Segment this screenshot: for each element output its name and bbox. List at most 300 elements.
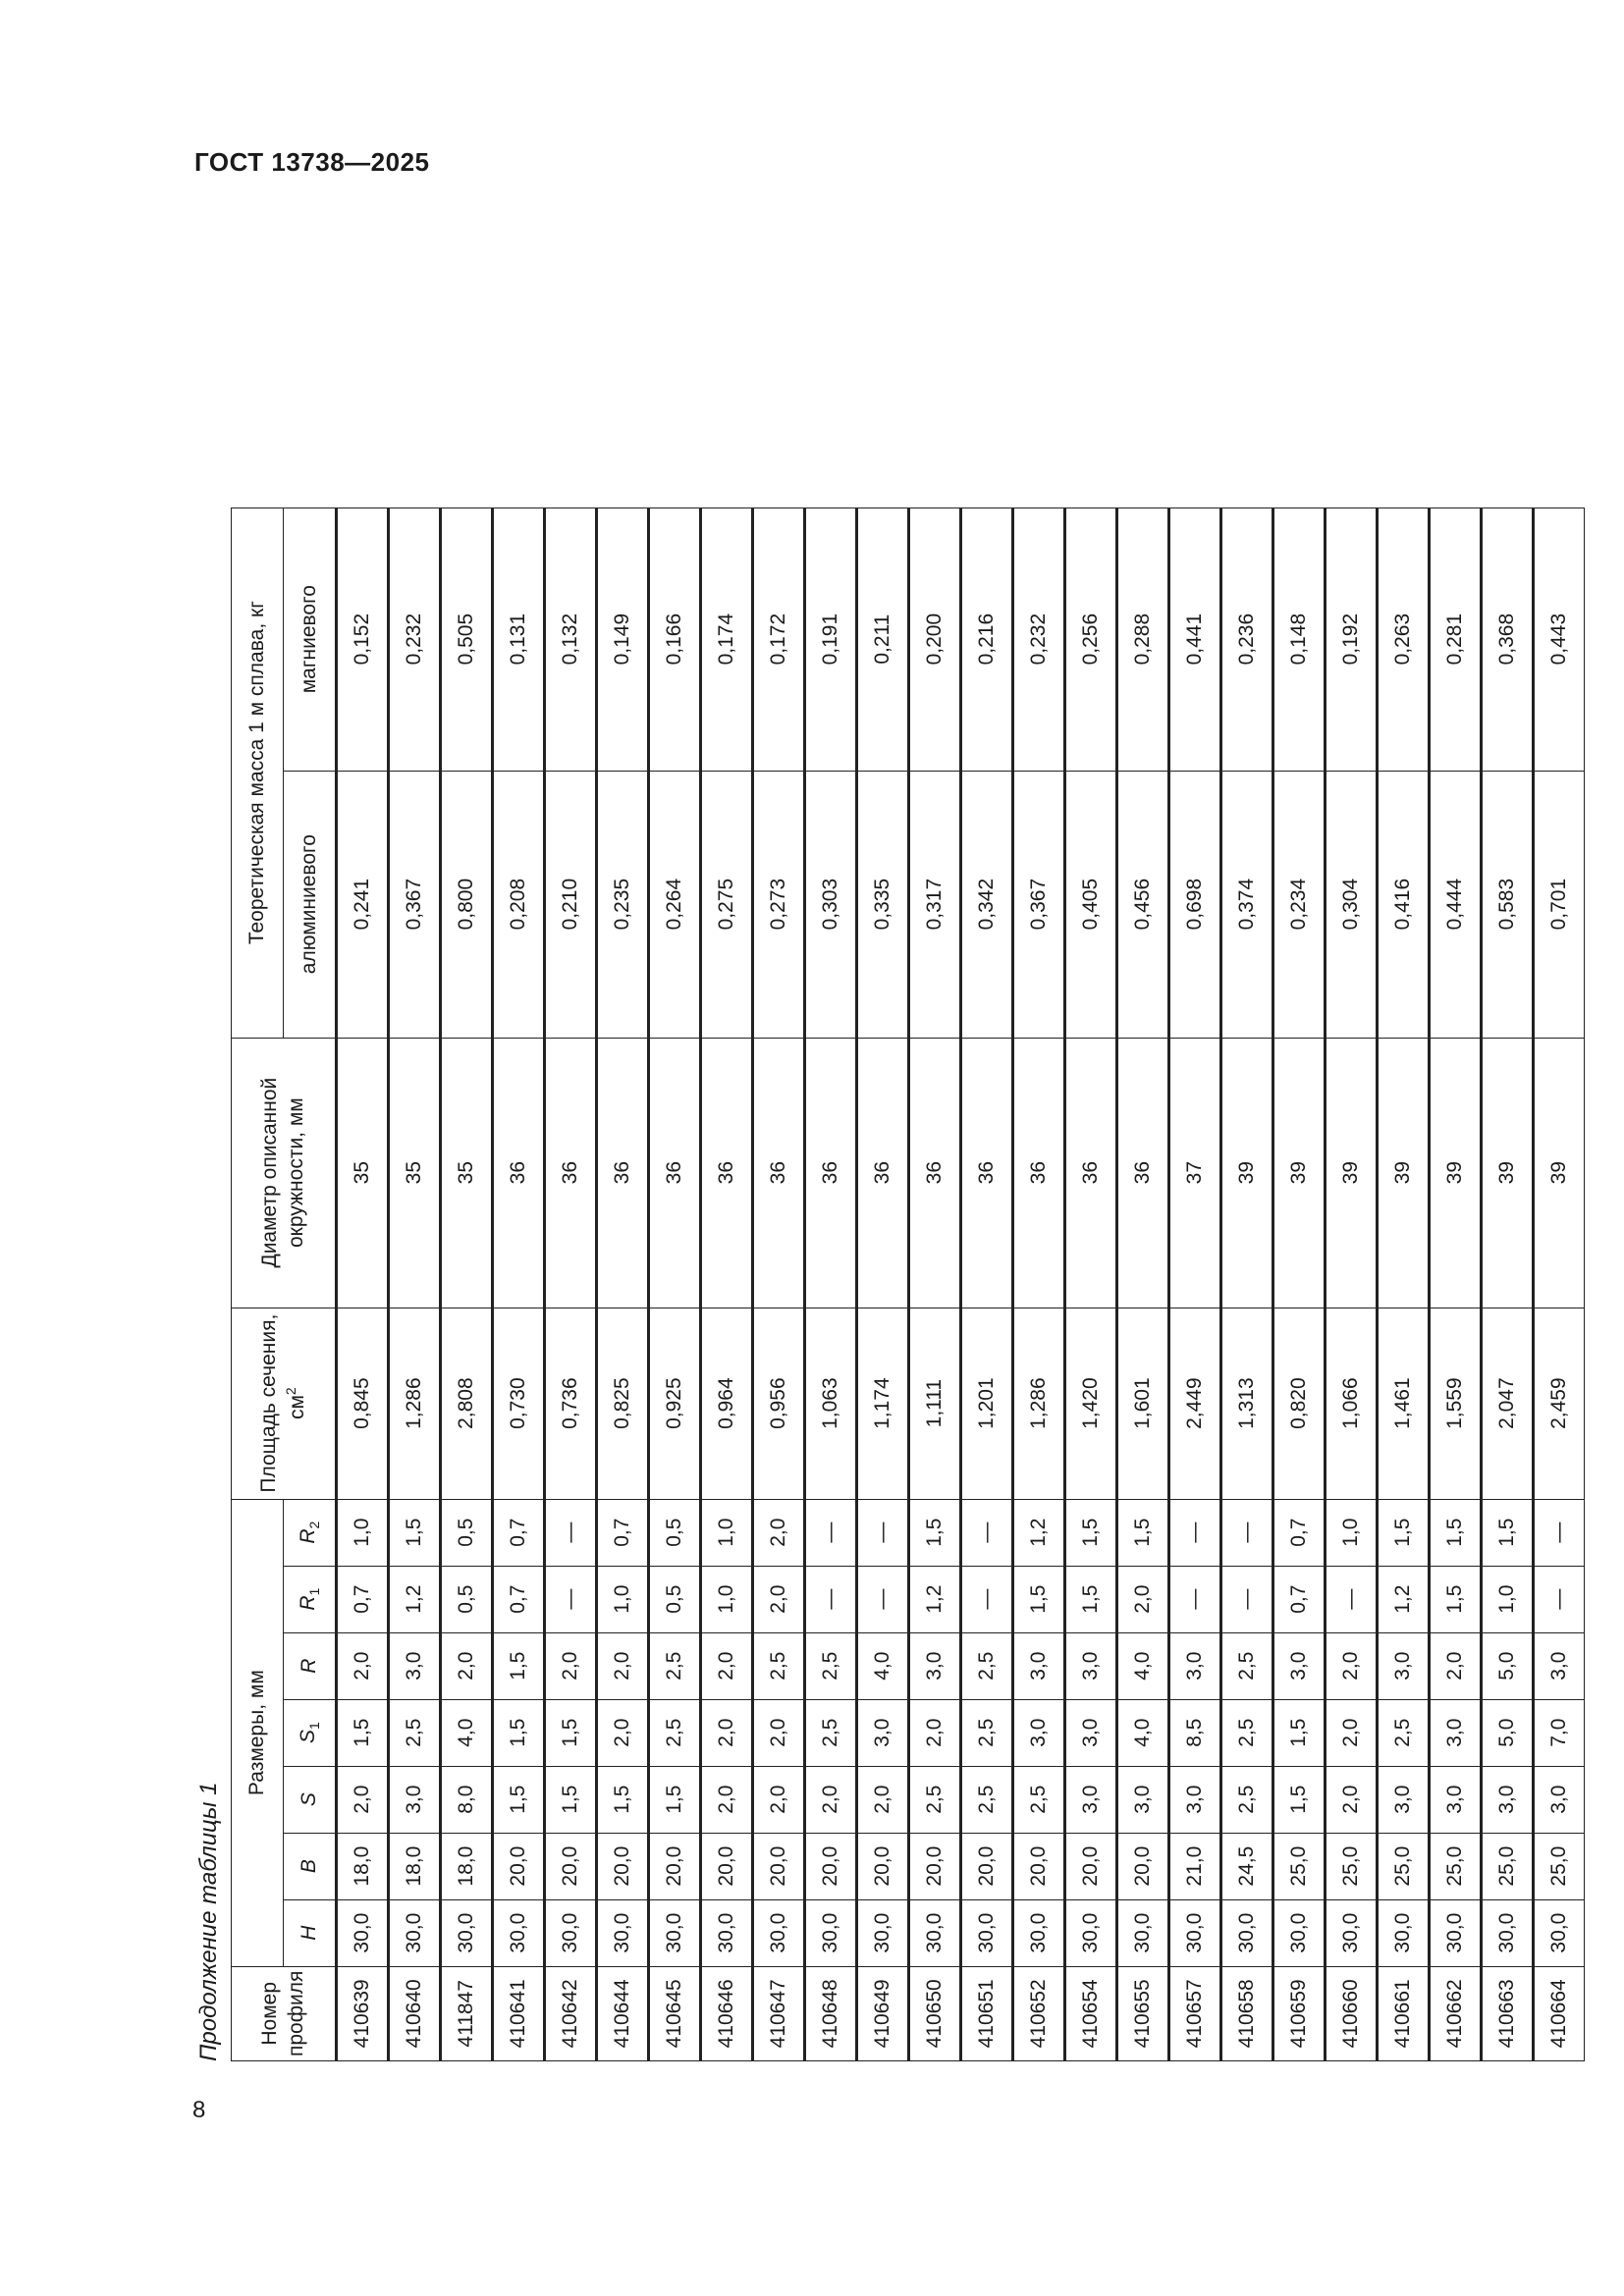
cell-r: 2,0	[701, 1632, 753, 1699]
table-row	[545, 507, 597, 2060]
cell-r2: —	[857, 1499, 909, 1566]
header-s	[284, 1766, 337, 1833]
table-row	[493, 507, 545, 2060]
header-b	[284, 1833, 337, 1899]
cell-b: 20,0	[909, 1833, 961, 1899]
cell-area: 1,601	[1117, 1308, 1169, 1499]
cell-r1: —	[1534, 1566, 1585, 1632]
cell-area: 1,420	[1065, 1308, 1117, 1499]
cell-h: 30,0	[1378, 1899, 1430, 1966]
cell-s1: 3,0	[1065, 1699, 1117, 1766]
cell-profile: 410647	[753, 1966, 805, 2060]
cell-magnesium: 0,281	[1430, 507, 1482, 771]
cell-s: 3,0	[1430, 1766, 1482, 1833]
cell-r2: 1,2	[1013, 1499, 1065, 1566]
cell-s1: 4,0	[441, 1699, 493, 1766]
cell-s: 2,0	[337, 1766, 389, 1833]
cell-area: 1,063	[805, 1308, 857, 1499]
cell-h: 30,0	[857, 1899, 909, 1966]
cell-aluminum: 0,275	[701, 771, 753, 1038]
cell-area: 0,736	[545, 1308, 597, 1499]
cell-diameter: 36	[753, 1038, 805, 1308]
cell-magnesium: 0,132	[545, 507, 597, 771]
header-r2	[284, 1499, 337, 1566]
cell-b: 20,0	[753, 1833, 805, 1899]
cell-aluminum: 0,698	[1169, 771, 1221, 1038]
cell-r2: 0,5	[649, 1499, 701, 1566]
cell-h: 30,0	[1482, 1899, 1534, 1966]
cell-profile: 410640	[389, 1966, 441, 2060]
cell-r: 4,0	[857, 1632, 909, 1699]
cell-aluminum: 0,303	[805, 771, 857, 1038]
cell-aluminum: 0,208	[493, 771, 545, 1038]
cell-magnesium: 0,200	[909, 507, 961, 771]
cell-aluminum: 0,210	[545, 771, 597, 1038]
table-row	[389, 507, 441, 2060]
cell-s1: 1,5	[545, 1699, 597, 1766]
cell-r2: 1,5	[1482, 1499, 1534, 1566]
table-row	[1378, 507, 1430, 2060]
cell-r: 2,5	[1221, 1632, 1273, 1699]
cell-r2: —	[1221, 1499, 1273, 1566]
cell-b: 20,0	[493, 1833, 545, 1899]
cell-diameter: 36	[701, 1038, 753, 1308]
cell-diameter: 39	[1534, 1038, 1585, 1308]
table-caption: Продолжение таблицы 1	[195, 1782, 222, 2061]
cell-r1: —	[1221, 1566, 1273, 1632]
cell-s: 1,5	[597, 1766, 649, 1833]
cell-h: 30,0	[805, 1899, 857, 1966]
cell-area: 1,174	[857, 1308, 909, 1499]
cell-s: 3,0	[1482, 1766, 1534, 1833]
cell-aluminum: 0,234	[1273, 771, 1326, 1038]
cell-s: 2,5	[909, 1766, 961, 1833]
cell-aluminum: 0,235	[597, 771, 649, 1038]
cell-aluminum: 0,367	[1013, 771, 1065, 1038]
header-b-symbol: B	[297, 1859, 320, 1874]
cell-r: 2,0	[1326, 1632, 1378, 1699]
cell-h: 30,0	[909, 1899, 961, 1966]
cell-magnesium: 0,174	[701, 507, 753, 771]
cell-b: 18,0	[337, 1833, 389, 1899]
cell-r2: 0,5	[441, 1499, 493, 1566]
cell-b: 18,0	[389, 1833, 441, 1899]
table-row	[961, 507, 1013, 2060]
cell-profile: 410664	[1534, 1966, 1585, 2060]
cell-s: 2,0	[857, 1766, 909, 1833]
cell-r2: 1,5	[909, 1499, 961, 1566]
cell-aluminum: 0,374	[1221, 771, 1273, 1038]
cell-profile: 410650	[909, 1966, 961, 2060]
rotated-table-frame	[182, 226, 1570, 2061]
cell-r1: 1,5	[1013, 1566, 1065, 1632]
cell-magnesium: 0,172	[753, 507, 805, 771]
cell-aluminum: 0,335	[857, 771, 909, 1038]
cell-b: 25,0	[1326, 1833, 1378, 1899]
cell-s1: 2,5	[649, 1699, 701, 1766]
cell-profile: 410649	[857, 1966, 909, 2060]
cell-diameter: 36	[597, 1038, 649, 1308]
cell-r: 3,0	[1534, 1632, 1585, 1699]
cell-r2: —	[1169, 1499, 1221, 1566]
cell-b: 25,0	[1430, 1833, 1482, 1899]
cell-s: 2,5	[961, 1766, 1013, 1833]
cell-profile: 410658	[1221, 1966, 1273, 2060]
cell-area: 0,825	[597, 1308, 649, 1499]
cell-s1: 2,0	[701, 1699, 753, 1766]
cell-r: 2,5	[805, 1632, 857, 1699]
cell-r1: 0,5	[649, 1566, 701, 1632]
cell-area: 0,956	[753, 1308, 805, 1499]
cell-b: 20,0	[961, 1833, 1013, 1899]
cell-profile: 410655	[1117, 1966, 1169, 2060]
cell-r1: 1,2	[909, 1566, 961, 1632]
cell-s: 1,5	[649, 1766, 701, 1833]
cell-r2: 0,7	[1273, 1499, 1326, 1566]
cell-s: 8,0	[441, 1766, 493, 1833]
page-number: 8	[192, 2097, 206, 2123]
cell-diameter: 39	[1430, 1038, 1482, 1308]
cell-r1: 1,2	[389, 1566, 441, 1632]
cell-h: 30,0	[337, 1899, 389, 1966]
cell-aluminum: 0,456	[1117, 771, 1169, 1038]
cell-r1: 1,0	[701, 1566, 753, 1632]
cell-area: 1,559	[1430, 1308, 1482, 1499]
header-area	[232, 1308, 337, 1499]
header-s-symbol: S	[297, 1792, 320, 1807]
cell-r2: —	[805, 1499, 857, 1566]
cell-h: 30,0	[1013, 1899, 1065, 1966]
cell-r1: 2,0	[753, 1566, 805, 1632]
cell-h: 30,0	[961, 1899, 1013, 1966]
cell-b: 20,0	[545, 1833, 597, 1899]
cell-b: 20,0	[1065, 1833, 1117, 1899]
cell-s1: 1,5	[493, 1699, 545, 1766]
cell-s1: 5,0	[1482, 1699, 1534, 1766]
cell-s: 3,0	[1065, 1766, 1117, 1833]
cell-r2: —	[1534, 1499, 1585, 1566]
cell-h: 30,0	[701, 1899, 753, 1966]
cell-b: 24,5	[1221, 1833, 1273, 1899]
header-area-sup: 2	[282, 1387, 298, 1396]
cell-diameter: 36	[545, 1038, 597, 1308]
cell-s: 1,5	[1273, 1766, 1326, 1833]
cell-h: 30,0	[1430, 1899, 1482, 1966]
cell-s1: 2,0	[753, 1699, 805, 1766]
header-mass: Теоретическая масса 1 м сплава, кг	[232, 507, 284, 1038]
cell-b: 25,0	[1534, 1833, 1585, 1899]
cell-h: 30,0	[441, 1899, 493, 1966]
cell-area: 0,925	[649, 1308, 701, 1499]
cell-diameter: 35	[441, 1038, 493, 1308]
cell-profile: 410661	[1378, 1966, 1430, 2060]
cell-profile: 410663	[1482, 1966, 1534, 2060]
cell-r1: 0,7	[337, 1566, 389, 1632]
cell-profile: 410639	[337, 1966, 389, 2060]
header-h	[284, 1899, 337, 1966]
cell-r: 3,0	[909, 1632, 961, 1699]
cell-h: 30,0	[1221, 1899, 1273, 1966]
cell-s: 3,0	[1534, 1766, 1585, 1833]
cell-diameter: 36	[649, 1038, 701, 1308]
cell-s1: 2,5	[961, 1699, 1013, 1766]
table-row	[337, 507, 389, 2060]
cell-s: 2,5	[1221, 1766, 1273, 1833]
table-row	[1273, 507, 1326, 2060]
cell-profile: 410641	[493, 1966, 545, 2060]
cell-r: 3,0	[389, 1632, 441, 1699]
cell-b: 18,0	[441, 1833, 493, 1899]
cell-diameter: 36	[805, 1038, 857, 1308]
cell-diameter: 39	[1221, 1038, 1273, 1308]
cell-b: 20,0	[649, 1833, 701, 1899]
cell-profile: 410659	[1273, 1966, 1326, 2060]
cell-area: 1,111	[909, 1308, 961, 1499]
cell-h: 30,0	[1534, 1899, 1585, 1966]
cell-aluminum: 0,444	[1430, 771, 1482, 1038]
cell-h: 30,0	[493, 1899, 545, 1966]
cell-magnesium: 0,505	[441, 507, 493, 771]
cell-r1: —	[805, 1566, 857, 1632]
cell-h: 30,0	[1169, 1899, 1221, 1966]
cell-r: 2,0	[1430, 1632, 1482, 1699]
cell-magnesium: 0,131	[493, 507, 545, 771]
cell-diameter: 35	[337, 1038, 389, 1308]
cell-area: 0,964	[701, 1308, 753, 1499]
cell-magnesium: 0,443	[1534, 507, 1585, 771]
table-row	[1534, 507, 1585, 2060]
cell-aluminum: 0,367	[389, 771, 441, 1038]
header-r1-symbol: R	[296, 1595, 319, 1611]
cell-area: 0,845	[337, 1308, 389, 1499]
cell-s: 3,0	[1117, 1766, 1169, 1833]
cell-aluminum: 0,273	[753, 771, 805, 1038]
cell-r2: 1,5	[1117, 1499, 1169, 1566]
header-r2-sub: 2	[305, 1521, 322, 1529]
cell-b: 20,0	[857, 1833, 909, 1899]
cell-r: 2,5	[649, 1632, 701, 1699]
cell-area: 1,286	[1013, 1308, 1065, 1499]
cell-r1: 1,5	[1430, 1566, 1482, 1632]
cell-s1: 1,5	[337, 1699, 389, 1766]
table-row	[805, 507, 857, 2060]
cell-magnesium: 0,368	[1482, 507, 1534, 771]
cell-profile: 411847	[441, 1966, 493, 2060]
header-profile: Номер профиля	[232, 1966, 337, 2060]
cell-b: 20,0	[1013, 1833, 1065, 1899]
cell-s1: 2,5	[1378, 1699, 1430, 1766]
cell-s1: 2,0	[909, 1699, 961, 1766]
cell-r1: —	[857, 1566, 909, 1632]
cell-magnesium: 0,152	[337, 507, 389, 771]
table-row	[753, 507, 805, 2060]
cell-area: 1,066	[1326, 1308, 1378, 1499]
cell-diameter: 36	[909, 1038, 961, 1308]
cell-r: 2,0	[337, 1632, 389, 1699]
cell-r1: 1,5	[1065, 1566, 1117, 1632]
cell-diameter: 36	[493, 1038, 545, 1308]
cell-r1: 0,7	[493, 1566, 545, 1632]
cell-r: 3,0	[1378, 1632, 1430, 1699]
cell-r: 1,5	[493, 1632, 545, 1699]
cell-r1: 0,5	[441, 1566, 493, 1632]
cell-profile: 410654	[1065, 1966, 1117, 2060]
table-row	[597, 507, 649, 2060]
cell-profile: 410652	[1013, 1966, 1065, 2060]
cell-area: 1,461	[1378, 1308, 1430, 1499]
cell-profile: 410662	[1430, 1966, 1482, 2060]
cell-magnesium: 0,191	[805, 507, 857, 771]
header-r	[284, 1632, 337, 1699]
cell-r: 5,0	[1482, 1632, 1534, 1699]
header-r1	[284, 1566, 337, 1632]
cell-r: 2,0	[545, 1632, 597, 1699]
cell-r2: 0,7	[597, 1499, 649, 1566]
cell-r1: 2,0	[1117, 1566, 1169, 1632]
cell-r: 3,0	[1065, 1632, 1117, 1699]
cell-profile: 410645	[649, 1966, 701, 2060]
cell-area: 2,808	[441, 1308, 493, 1499]
cell-diameter: 35	[389, 1038, 441, 1308]
cell-s1: 3,0	[857, 1699, 909, 1766]
header-s1-symbol: S	[296, 1730, 319, 1744]
cell-area: 2,459	[1534, 1308, 1585, 1499]
cell-area: 1,201	[961, 1308, 1013, 1499]
cell-area: 1,286	[389, 1308, 441, 1499]
table-row	[1117, 507, 1169, 2060]
cell-b: 25,0	[1378, 1833, 1430, 1899]
cell-b: 25,0	[1482, 1833, 1534, 1899]
cell-r: 2,0	[597, 1632, 649, 1699]
cell-profile: 410660	[1326, 1966, 1378, 2060]
cell-magnesium: 0,288	[1117, 507, 1169, 771]
cell-r1: 1,2	[1378, 1566, 1430, 1632]
cell-s: 1,5	[545, 1766, 597, 1833]
cell-aluminum: 0,264	[649, 771, 701, 1038]
cell-s1: 2,5	[805, 1699, 857, 1766]
cell-r2: 0,7	[493, 1499, 545, 1566]
cell-r: 4,0	[1117, 1632, 1169, 1699]
cell-r1: 1,0	[1482, 1566, 1534, 1632]
cell-r: 2,0	[441, 1632, 493, 1699]
cell-diameter: 36	[1117, 1038, 1169, 1308]
cell-profile: 410644	[597, 1966, 649, 2060]
cell-s: 3,0	[389, 1766, 441, 1833]
cell-diameter: 39	[1273, 1038, 1326, 1308]
table-row	[909, 507, 961, 2060]
cell-diameter: 36	[857, 1038, 909, 1308]
cell-r: 3,0	[1169, 1632, 1221, 1699]
cell-b: 20,0	[597, 1833, 649, 1899]
cell-b: 20,0	[701, 1833, 753, 1899]
header-r-symbol: R	[297, 1658, 320, 1674]
header-dimensions: Размеры, мм	[232, 1499, 284, 1966]
cell-magnesium: 0,216	[961, 507, 1013, 771]
table-row	[441, 507, 493, 2060]
cell-s: 2,0	[753, 1766, 805, 1833]
cell-profile: 410642	[545, 1966, 597, 2060]
cell-r1: —	[545, 1566, 597, 1632]
cell-h: 30,0	[1326, 1899, 1378, 1966]
cell-magnesium: 0,441	[1169, 507, 1221, 771]
cell-h: 30,0	[1273, 1899, 1326, 1966]
table-body	[337, 507, 1585, 2060]
cell-b: 20,0	[1117, 1833, 1169, 1899]
cell-s: 1,5	[493, 1766, 545, 1833]
cell-s: 3,0	[1378, 1766, 1430, 1833]
document-header: ГОСТ 13738—2025	[194, 147, 430, 177]
cell-r1: 1,0	[597, 1566, 649, 1632]
cell-r: 2,5	[961, 1632, 1013, 1699]
cell-diameter: 36	[1013, 1038, 1065, 1308]
cell-s1: 3,0	[1013, 1699, 1065, 1766]
cell-profile: 410651	[961, 1966, 1013, 2060]
cell-r2: 1,0	[1326, 1499, 1378, 1566]
cell-h: 30,0	[1065, 1899, 1117, 1966]
cell-r2: 1,5	[1430, 1499, 1482, 1566]
cell-aluminum: 0,405	[1065, 771, 1117, 1038]
header-area-text: Площадь сечения, см	[257, 1313, 308, 1493]
table-row	[1013, 507, 1065, 2060]
cell-h: 30,0	[597, 1899, 649, 1966]
cell-magnesium: 0,211	[857, 507, 909, 771]
cell-r1: 0,7	[1273, 1566, 1326, 1632]
profile-table	[231, 507, 1585, 2061]
cell-s1: 2,5	[1221, 1699, 1273, 1766]
header-s1-sub: 1	[305, 1722, 322, 1731]
cell-area: 0,820	[1273, 1308, 1326, 1499]
cell-r2: 1,5	[1378, 1499, 1430, 1566]
cell-r: 3,0	[1013, 1632, 1065, 1699]
cell-magnesium: 0,148	[1273, 507, 1326, 771]
cell-r2: —	[961, 1499, 1013, 1566]
cell-b: 20,0	[805, 1833, 857, 1899]
cell-r2: 1,5	[1065, 1499, 1117, 1566]
cell-magnesium: 0,149	[597, 507, 649, 771]
cell-r2: 2,0	[753, 1499, 805, 1566]
header-magnesium: магниевого	[284, 507, 337, 771]
cell-h: 30,0	[649, 1899, 701, 1966]
cell-magnesium: 0,256	[1065, 507, 1117, 771]
header-r1-sub: 1	[305, 1587, 322, 1596]
cell-r1: —	[961, 1566, 1013, 1632]
cell-magnesium: 0,166	[649, 507, 701, 771]
table-row	[857, 507, 909, 2060]
cell-area: 2,047	[1482, 1308, 1534, 1499]
cell-area: 0,730	[493, 1308, 545, 1499]
cell-magnesium: 0,232	[1013, 507, 1065, 771]
cell-s1: 7,0	[1534, 1699, 1585, 1766]
cell-h: 30,0	[545, 1899, 597, 1966]
cell-profile: 410648	[805, 1966, 857, 2060]
cell-diameter: 36	[961, 1038, 1013, 1308]
cell-magnesium: 0,263	[1378, 507, 1430, 771]
cell-s1: 2,0	[1326, 1699, 1378, 1766]
cell-r: 2,5	[753, 1632, 805, 1699]
cell-s: 2,0	[1326, 1766, 1378, 1833]
cell-aluminum: 0,583	[1482, 771, 1534, 1038]
cell-h: 30,0	[1117, 1899, 1169, 1966]
cell-aluminum: 0,800	[441, 771, 493, 1038]
cell-s: 2,5	[1013, 1766, 1065, 1833]
cell-diameter: 39	[1326, 1038, 1378, 1308]
cell-s1: 3,0	[1430, 1699, 1482, 1766]
cell-magnesium: 0,232	[389, 507, 441, 771]
table-row	[1326, 507, 1378, 2060]
cell-r1: —	[1326, 1566, 1378, 1632]
table-row	[701, 507, 753, 2060]
table-row	[1221, 507, 1273, 2060]
